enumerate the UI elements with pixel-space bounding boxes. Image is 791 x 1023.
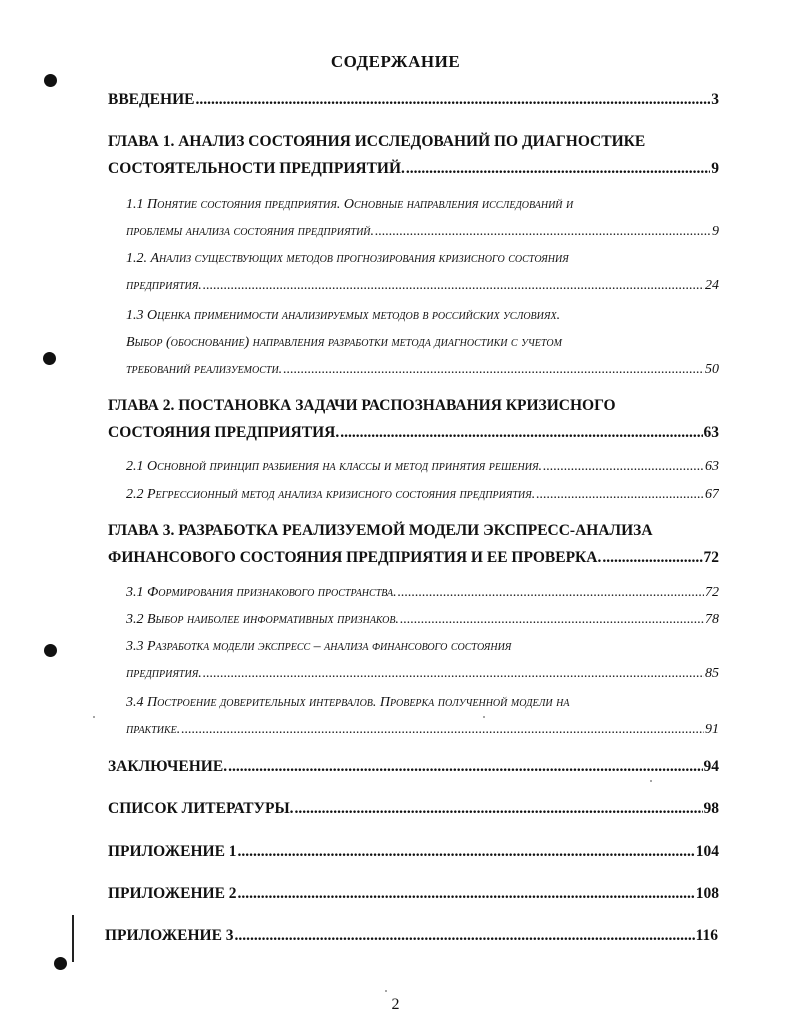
toc-line bbox=[108, 544, 719, 571]
toc-entry-text: ПРИЛОЖЕНИЕ 2 bbox=[108, 885, 237, 902]
toc-entry-text: СОСТОЯТЕЛЬНОСТИ ПРЕДПРИЯТИЙ. bbox=[108, 160, 405, 177]
toc-entry-text: 2.1 Основной принцип разбиения на классы и метод принятия решения. bbox=[126, 459, 543, 474]
toc-page-number: 63 bbox=[703, 424, 719, 441]
leader-dots bbox=[543, 453, 704, 480]
toc-line bbox=[108, 155, 719, 182]
toc-entry-text: 3.3 Разработка модели экспресс – анализа финансового состояния bbox=[126, 639, 512, 654]
toc-line bbox=[126, 660, 719, 687]
toc-entry-text: ПРИЛОЖЕНИЕ 1 bbox=[108, 843, 237, 860]
toc-entry-text: 1.1 Понятие состояния предприятия. Основные направления исследований и bbox=[126, 197, 574, 212]
toc-line bbox=[108, 880, 719, 907]
page-title: СОДЕРЖАНИЕ bbox=[330, 52, 461, 71]
leader-dots bbox=[375, 218, 711, 245]
toc-page-number: 78 bbox=[705, 612, 719, 627]
leader-dots bbox=[203, 660, 704, 687]
toc-line bbox=[126, 191, 719, 218]
toc-entry-appendix-3[interactable] bbox=[105, 922, 718, 949]
toc-entry-section-2-2[interactable] bbox=[126, 481, 719, 508]
toc-entry-section-1-3[interactable] bbox=[126, 302, 719, 383]
toc-line bbox=[126, 245, 719, 272]
toc-line bbox=[108, 795, 719, 822]
toc-line bbox=[126, 689, 719, 716]
scan-speck bbox=[483, 716, 485, 718]
toc-entry-section-1-1[interactable] bbox=[126, 191, 719, 245]
toc-entry-text: 1.3 Оценка применимости анализируемых методов в российских условиях. bbox=[126, 308, 561, 323]
leader-dots bbox=[295, 795, 703, 822]
toc-entry-section-2-1[interactable] bbox=[126, 453, 719, 480]
toc-entry-text: 3.1 Формирования признакового пространства. bbox=[126, 585, 397, 600]
scan-speck bbox=[650, 780, 652, 782]
toc-line bbox=[126, 272, 719, 299]
toc-page-number: 9 bbox=[712, 224, 719, 239]
leader-dots bbox=[238, 880, 695, 907]
toc-line bbox=[126, 302, 719, 329]
leader-dots bbox=[181, 716, 704, 743]
toc-entry-text: проблемы анализа состояния предприятий. bbox=[126, 224, 375, 239]
scan-speck bbox=[385, 990, 387, 992]
toc-page-number: 116 bbox=[695, 927, 718, 944]
toc-entry-text: ГЛАВА 3. РАЗРАБОТКА РЕАЛИЗУЕМОЙ МОДЕЛИ ЭКСПРЕСС-АНАЛИЗА bbox=[108, 522, 653, 539]
toc-entry-text: практике. bbox=[126, 722, 181, 737]
leader-dots bbox=[235, 922, 695, 949]
toc-page-number: 91 bbox=[705, 722, 719, 737]
toc-entry-text: предприятия. bbox=[126, 666, 202, 681]
leader-dots bbox=[602, 544, 702, 571]
toc-line bbox=[126, 453, 719, 480]
page-number: 2 bbox=[391, 996, 400, 1013]
hole-punch-mark bbox=[44, 74, 57, 87]
toc-entry-text: ВВЕДЕНИЕ bbox=[108, 91, 195, 108]
toc-line bbox=[108, 753, 719, 780]
toc-entry-conclusion[interactable] bbox=[108, 753, 719, 780]
toc-line bbox=[108, 517, 719, 544]
toc-entry-appendix-2[interactable] bbox=[108, 880, 719, 907]
toc-entry-text: ПРИЛОЖЕНИЕ 3 bbox=[105, 927, 234, 944]
toc-entry-introduction[interactable] bbox=[108, 86, 719, 113]
toc-entry-section-1-2[interactable] bbox=[126, 245, 719, 299]
toc-entry-text: 3.2 Выбор наиболее информативных признаков. bbox=[126, 612, 399, 627]
toc-line bbox=[105, 922, 718, 949]
toc-entry-section-3-2[interactable] bbox=[126, 606, 719, 633]
toc-entry-text: ФИНАНСОВОГО СОСТОЯНИЯ ПРЕДПРИЯТИЯ И ЕЕ ПРОВЕРКА. bbox=[108, 549, 602, 566]
leader-dots bbox=[203, 272, 704, 299]
toc-line bbox=[126, 356, 719, 383]
toc-page-number: 3 bbox=[711, 91, 719, 108]
toc-entry-text: СПИСОК ЛИТЕРАТУРЫ. bbox=[108, 800, 294, 817]
scan-speck bbox=[93, 716, 95, 718]
toc-entry-section-3-4[interactable] bbox=[126, 689, 719, 743]
toc-page-number: 85 bbox=[705, 666, 719, 681]
leader-dots bbox=[400, 606, 704, 633]
leader-dots bbox=[228, 753, 702, 780]
toc-entry-references[interactable] bbox=[108, 795, 719, 822]
leader-dots bbox=[340, 419, 702, 446]
leader-dots bbox=[238, 838, 695, 865]
toc-line bbox=[126, 329, 719, 356]
leader-dots bbox=[398, 579, 704, 606]
toc-line bbox=[126, 716, 719, 743]
toc-entry-text: СОСТОЯНИЯ ПРЕДПРИЯТИЯ. bbox=[108, 424, 340, 441]
toc-entry-text: ЗАКЛЮЧЕНИЕ. bbox=[108, 758, 228, 775]
toc-entry-text: требований реализуемости. bbox=[126, 362, 283, 377]
toc-line bbox=[126, 481, 719, 508]
scan-edge-line bbox=[72, 915, 74, 962]
toc-entry-chapter-1[interactable] bbox=[108, 128, 719, 182]
leader-dots bbox=[195, 86, 710, 113]
toc-page-number: 50 bbox=[705, 362, 719, 377]
toc-line bbox=[108, 128, 719, 155]
toc-page-number: 72 bbox=[705, 585, 719, 600]
toc-page-number: 24 bbox=[705, 278, 719, 293]
toc-line bbox=[126, 606, 719, 633]
toc-entry-text: ГЛАВА 1. АНАЛИЗ СОСТОЯНИЯ ИССЛЕДОВАНИЙ ПО ДИАГНОСТИКЕ bbox=[108, 133, 646, 150]
toc-entry-chapter-3[interactable] bbox=[108, 517, 719, 571]
toc-page-number: 108 bbox=[695, 885, 719, 902]
toc-line bbox=[108, 419, 719, 446]
toc-page-number: 104 bbox=[695, 843, 719, 860]
toc-entry-text: ГЛАВА 2. ПОСТАНОВКА ЗАДАЧИ РАСПОЗНАВАНИЯ КРИЗИСНОГО bbox=[108, 397, 616, 414]
hole-punch-mark bbox=[54, 957, 67, 970]
toc-entry-text: 2.2 Регрессионный метод анализа кризисного состояния предприятия. bbox=[126, 487, 536, 502]
toc-line bbox=[108, 86, 719, 113]
toc-page-number: 98 bbox=[703, 800, 719, 817]
toc-page-number: 63 bbox=[705, 459, 719, 474]
toc-entry-text: предприятия. bbox=[126, 278, 202, 293]
hole-punch-mark bbox=[43, 352, 56, 365]
hole-punch-mark bbox=[44, 644, 57, 657]
toc-entry-section-3-1[interactable] bbox=[126, 579, 719, 606]
toc-entry-chapter-2[interactable] bbox=[108, 392, 719, 446]
toc-entry-section-3-3[interactable] bbox=[126, 633, 719, 687]
toc-entry-text: 3.4 Построение доверительных интервалов. Проверка полученной модели на bbox=[126, 695, 570, 710]
leader-dots bbox=[283, 356, 704, 383]
toc-line bbox=[126, 579, 719, 606]
toc-entry-text: Выбор (обоснование) направления разработки метода диагностики с учетом bbox=[126, 335, 562, 350]
toc-line bbox=[126, 218, 719, 245]
toc-entry-appendix-1[interactable] bbox=[108, 838, 719, 865]
toc-line bbox=[108, 838, 719, 865]
toc-page-number: 9 bbox=[711, 160, 719, 177]
toc-page-number: 72 bbox=[703, 549, 719, 566]
toc-entry-text: 1.2. Анализ существующих методов прогнозирования кризисного состояния bbox=[126, 251, 569, 266]
toc-line bbox=[126, 633, 719, 660]
toc-page-number: 67 bbox=[705, 487, 719, 502]
toc-line bbox=[108, 392, 719, 419]
toc-page-number: 94 bbox=[703, 758, 719, 775]
leader-dots bbox=[406, 155, 710, 182]
leader-dots bbox=[536, 481, 704, 508]
